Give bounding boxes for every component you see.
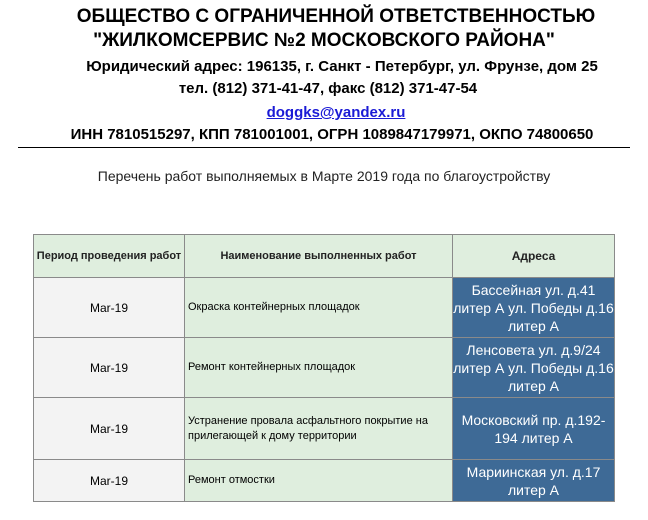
work-cell: Устранение провала асфальтного покрытие на прилегающей к дому территории: [185, 398, 453, 460]
document-subtitle: Перечень работ выполняемых в Марте 2019 года по благоустройству: [97, 168, 551, 184]
period-cell: Mar-19: [34, 460, 185, 502]
table-row: [34, 398, 615, 460]
header-divider: [18, 147, 630, 148]
works-table: [33, 234, 615, 502]
work-cell: Ремонт контейнерных площадок: [185, 338, 453, 398]
email-link[interactable]: doggks@yandex.ru: [266, 104, 406, 121]
address-cell: Ленсовета ул. д.9/24 литер А ул. Победы д.16 литер А: [453, 338, 615, 398]
org-name-line1: ОБЩЕСТВО С ОГРАНИЧЕННОЙ ОТВЕТСТВЕННОСТЬЮ: [76, 6, 596, 27]
org-name-line2: "ЖИЛКОМСЕРВИС №2 МОСКОВСКОГО РАЙОНА": [93, 30, 555, 51]
email-line: [12, 104, 648, 121]
header-work: Наименование выполненных работ: [185, 235, 453, 278]
work-cell: Ремонт отмостки: [185, 460, 453, 502]
address-cell: Бассейная ул. д.41 литер А ул. Победы д.16 литер А: [453, 278, 615, 338]
header-period: Период проведения работ: [34, 235, 185, 278]
registration-ids: ИНН 7810515297, КПП 781001001, ОГРН 1089847179971, ОКПО 74800650: [70, 126, 594, 143]
work-cell: Окраска контейнерных площадок: [185, 278, 453, 338]
period-cell: Mar-19: [34, 338, 185, 398]
table-row: [34, 278, 615, 338]
table-row: [34, 338, 615, 398]
legal-address: Юридический адрес: 196135, г. Санкт - Петербург, ул. Фрунзе, дом 25: [86, 58, 598, 75]
period-cell: Mar-19: [34, 278, 185, 338]
address-cell: Мариинская ул. д.17 литер А: [453, 460, 615, 502]
address-cell: Московский пр. д.192-194 литер А: [453, 398, 615, 460]
phone-fax: тел. (812) 371-41-47, факс (812) 371-47-54: [178, 80, 478, 97]
header-address: Адреса: [453, 235, 615, 278]
period-cell: Mar-19: [34, 398, 185, 460]
table-row: [34, 460, 615, 502]
table-header-row: [34, 235, 615, 278]
